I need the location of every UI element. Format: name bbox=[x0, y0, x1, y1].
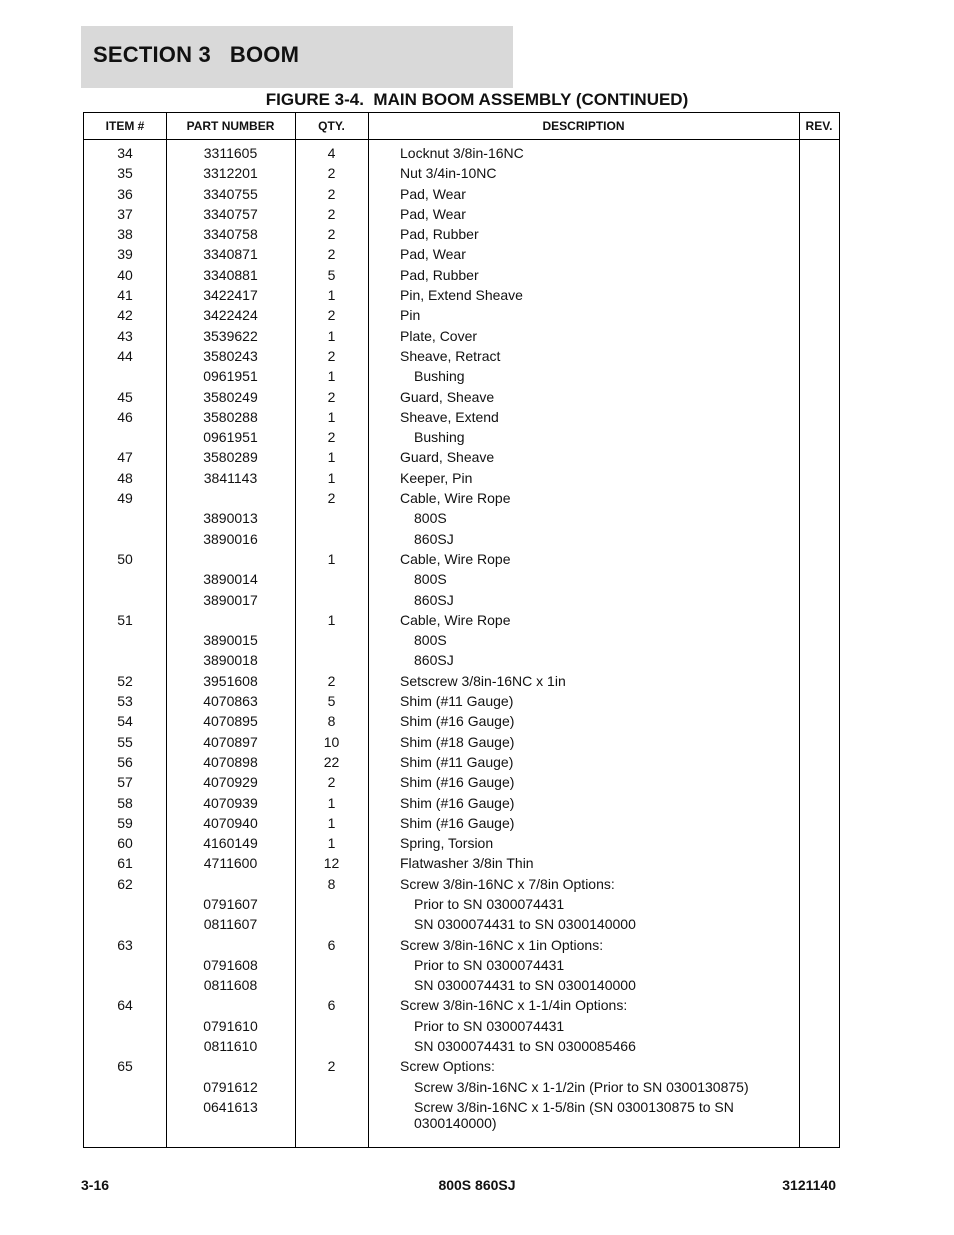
item-number-cell: 45 bbox=[117, 388, 133, 405]
description-cell: Pad, Wear bbox=[400, 205, 466, 222]
description-cell: Sheave, Extend bbox=[400, 408, 499, 425]
description-cell: Locknut 3/8in-16NC bbox=[400, 145, 524, 161]
table-row bbox=[84, 204, 839, 224]
item-number-cell: 53 bbox=[117, 693, 133, 710]
table-row bbox=[84, 732, 839, 752]
item-number-cell: 61 bbox=[117, 855, 133, 872]
description-cell: Sheave, Retract bbox=[400, 347, 501, 364]
description-cell: Pad, Rubber bbox=[400, 226, 479, 243]
table-row bbox=[84, 366, 839, 386]
table-row bbox=[84, 671, 839, 691]
part-number-cell: 3312201 bbox=[203, 165, 258, 182]
part-number-cell: 4070929 bbox=[203, 774, 258, 791]
item-number-cell: 57 bbox=[117, 774, 133, 791]
quantity-cell: 2 bbox=[327, 226, 336, 243]
table-row bbox=[84, 590, 839, 610]
table-row bbox=[84, 265, 839, 285]
description-cell: Shim (#11 Gauge) bbox=[400, 753, 514, 770]
header-divider bbox=[84, 139, 839, 140]
part-number-cell: 3422424 bbox=[203, 307, 258, 324]
part-number-cell: 4711600 bbox=[203, 855, 258, 872]
description-cell: Screw 3/8in-16NC x 1-1/2in (Prior to SN 0300130875) bbox=[414, 1078, 749, 1095]
item-number-cell: 40 bbox=[117, 266, 133, 283]
table-row bbox=[84, 569, 839, 589]
part-number-cell: 4070940 bbox=[203, 814, 258, 831]
description-cell: Bushing bbox=[414, 429, 465, 446]
table-row bbox=[84, 488, 839, 508]
part-number-cell: 3580243 bbox=[203, 347, 258, 364]
description-cell: Shim (#16 Gauge) bbox=[400, 794, 515, 811]
part-number-cell: 3580288 bbox=[203, 408, 258, 425]
table-row bbox=[84, 244, 839, 264]
description-cell: SN 0300074431 to SN 0300085466 bbox=[414, 1038, 636, 1055]
table-row bbox=[84, 224, 839, 244]
table-row bbox=[84, 995, 839, 1015]
table-row bbox=[84, 305, 839, 325]
quantity-cell: 22 bbox=[323, 753, 340, 770]
item-number-cell: 36 bbox=[117, 185, 133, 202]
description-cell: Prior to SN 0300074431 bbox=[414, 1017, 565, 1034]
figure-title: FIGURE 3-4. MAIN BOOM ASSEMBLY (CONTINUED) bbox=[265, 90, 689, 109]
quantity-cell: 1 bbox=[327, 814, 336, 831]
part-number-cell: 0791608 bbox=[203, 956, 258, 973]
quantity-cell: 1 bbox=[327, 469, 336, 486]
description-cell: Bushing bbox=[414, 368, 465, 385]
footer-doc-number: 3121140 bbox=[782, 1177, 836, 1193]
part-number-cell: 4070895 bbox=[203, 713, 258, 730]
table-row bbox=[84, 610, 839, 630]
part-number-cell: 3890015 bbox=[203, 632, 258, 649]
item-number-cell: 54 bbox=[117, 713, 133, 730]
quantity-cell: 4 bbox=[327, 145, 336, 161]
description-cell: SN 0300074431 to SN 0300140000 bbox=[414, 977, 636, 994]
item-number-cell: 49 bbox=[117, 490, 133, 507]
quantity-cell: 2 bbox=[327, 205, 336, 222]
part-number-cell: 0641613 bbox=[203, 1098, 258, 1115]
table-row bbox=[84, 163, 839, 183]
item-number-cell: 38 bbox=[117, 226, 133, 243]
part-number-cell: 3422417 bbox=[203, 287, 258, 304]
item-number-cell: 37 bbox=[117, 205, 133, 222]
table-row bbox=[84, 975, 839, 995]
quantity-cell: 1 bbox=[327, 287, 336, 304]
description-cell: Pad, Wear bbox=[400, 185, 466, 202]
part-number-cell: 3340757 bbox=[203, 205, 258, 222]
part-number-cell: 0811607 bbox=[203, 916, 258, 933]
part-number-cell: 4160149 bbox=[203, 835, 258, 852]
table-row bbox=[84, 874, 839, 894]
description-cell: Cable, Wire Rope bbox=[400, 611, 511, 628]
table-row bbox=[84, 529, 839, 549]
item-number-cell: 44 bbox=[117, 347, 133, 364]
quantity-cell: 1 bbox=[327, 550, 336, 567]
item-number-cell: 55 bbox=[117, 733, 133, 750]
description-cell: 860SJ bbox=[414, 591, 454, 608]
table-row bbox=[84, 650, 839, 670]
table-row bbox=[84, 752, 839, 772]
table-row bbox=[84, 1056, 839, 1076]
part-number-cell: 3890017 bbox=[203, 591, 258, 608]
quantity-cell: 2 bbox=[327, 490, 336, 507]
description-cell: Plate, Cover bbox=[400, 327, 478, 344]
part-number-cell: 4070897 bbox=[203, 733, 258, 750]
table-row bbox=[84, 691, 839, 711]
table-row bbox=[84, 935, 839, 955]
item-number-cell: 39 bbox=[117, 246, 133, 263]
part-number-cell: 0791612 bbox=[203, 1078, 258, 1095]
description-cell: Screw Options: bbox=[400, 1058, 495, 1075]
part-number-cell: 3311605 bbox=[203, 145, 258, 161]
part-number-cell: 0791607 bbox=[203, 895, 258, 912]
part-number-cell: 0811608 bbox=[203, 977, 258, 994]
description-cell: Shim (#16 Gauge) bbox=[400, 774, 515, 791]
footer-model: 800S 860SJ bbox=[438, 1177, 516, 1193]
item-number-cell: 47 bbox=[117, 449, 133, 466]
quantity-cell: 1 bbox=[327, 449, 336, 466]
table-row bbox=[84, 894, 839, 914]
quantity-cell: 8 bbox=[327, 875, 336, 892]
quantity-cell: 5 bbox=[327, 266, 336, 283]
table-row bbox=[84, 772, 839, 792]
table-body bbox=[84, 143, 839, 1133]
table-row bbox=[84, 468, 839, 488]
description-cell: Screw 3/8in-16NC x 1-5/8in (SN 0300130875 to SN 0300140000) bbox=[414, 1098, 734, 1131]
item-number-cell: 42 bbox=[117, 307, 133, 324]
description-cell: Pad, Rubber bbox=[400, 266, 479, 283]
quantity-cell: 2 bbox=[327, 246, 336, 263]
item-number-cell: 52 bbox=[117, 672, 133, 689]
description-cell: Prior to SN 0300074431 bbox=[414, 956, 565, 973]
quantity-cell: 2 bbox=[327, 774, 336, 791]
item-number-cell: 46 bbox=[117, 408, 133, 425]
footer-page-number: 3-16 bbox=[81, 1177, 110, 1193]
part-number-cell: 0811610 bbox=[203, 1038, 258, 1055]
quantity-cell: 6 bbox=[327, 936, 336, 953]
quantity-cell: 1 bbox=[327, 327, 336, 344]
item-number-cell: 41 bbox=[117, 287, 133, 304]
table-row bbox=[84, 1016, 839, 1036]
description-cell: 800S bbox=[414, 571, 447, 588]
quantity-cell: 6 bbox=[327, 997, 336, 1014]
description-cell: 800S bbox=[414, 632, 447, 649]
part-number-cell: 3841143 bbox=[203, 469, 258, 486]
part-number-cell: 3890018 bbox=[203, 652, 258, 669]
part-number-cell: 3580249 bbox=[203, 388, 258, 405]
header-item: ITEM # bbox=[105, 119, 145, 133]
item-number-cell: 48 bbox=[117, 469, 133, 486]
quantity-cell: 2 bbox=[327, 165, 336, 182]
table-row bbox=[84, 955, 839, 975]
part-number-cell: 3340755 bbox=[203, 185, 258, 202]
quantity-cell: 2 bbox=[327, 388, 336, 405]
quantity-cell: 2 bbox=[327, 1058, 336, 1075]
description-cell: Guard, Sheave bbox=[400, 388, 495, 405]
header-rev: REV. bbox=[805, 119, 833, 133]
part-number-cell: 4070863 bbox=[203, 693, 258, 710]
description-cell: Screw 3/8in-16NC x 1-1/4in Options: bbox=[400, 997, 628, 1014]
table-row bbox=[84, 427, 839, 447]
part-number-cell: 3890014 bbox=[203, 571, 258, 588]
description-cell: Guard, Sheave bbox=[400, 449, 495, 466]
quantity-cell: 5 bbox=[327, 693, 336, 710]
description-cell: Setscrew 3/8in-16NC x 1in bbox=[400, 672, 566, 689]
item-number-cell: 64 bbox=[117, 997, 133, 1014]
table-row bbox=[84, 813, 839, 833]
table-row bbox=[84, 630, 839, 650]
description-cell: Shim (#18 Gauge) bbox=[400, 733, 515, 750]
table-row bbox=[84, 1097, 839, 1133]
item-number-cell: 59 bbox=[117, 814, 133, 831]
description-cell: Prior to SN 0300074431 bbox=[414, 895, 565, 912]
part-number-cell: 3890016 bbox=[203, 530, 258, 547]
quantity-cell: 10 bbox=[323, 733, 340, 750]
item-number-cell: 34 bbox=[117, 145, 133, 161]
item-number-cell: 43 bbox=[117, 327, 133, 344]
table-row bbox=[84, 793, 839, 813]
quantity-cell: 2 bbox=[327, 672, 336, 689]
description-cell: Pin, Extend Sheave bbox=[400, 287, 523, 304]
part-number-cell: 3340871 bbox=[203, 246, 258, 263]
header-qty: QTY. bbox=[318, 119, 345, 133]
description-cell: 860SJ bbox=[414, 530, 454, 547]
description-cell: 860SJ bbox=[414, 652, 454, 669]
description-cell: Keeper, Pin bbox=[400, 469, 473, 486]
quantity-cell: 8 bbox=[327, 713, 336, 730]
description-cell: Shim (#11 Gauge) bbox=[400, 693, 514, 710]
part-number-cell: 3340881 bbox=[203, 266, 258, 283]
table-row bbox=[84, 143, 839, 163]
quantity-cell: 1 bbox=[327, 794, 336, 811]
part-number-cell: 3580289 bbox=[203, 449, 258, 466]
part-number-cell: 4070898 bbox=[203, 753, 258, 770]
section-header bbox=[81, 26, 513, 88]
table-row bbox=[84, 1036, 839, 1056]
description-cell: Cable, Wire Rope bbox=[400, 490, 511, 507]
part-number-cell: 3340758 bbox=[203, 226, 258, 243]
description-cell: Pad, Wear bbox=[400, 246, 466, 263]
part-number-cell: 3539622 bbox=[203, 327, 258, 344]
table-row bbox=[84, 346, 839, 366]
quantity-cell: 2 bbox=[327, 307, 336, 324]
table-row bbox=[84, 387, 839, 407]
table-row bbox=[84, 326, 839, 346]
table-row bbox=[84, 549, 839, 569]
table-row bbox=[84, 711, 839, 731]
quantity-cell: 12 bbox=[323, 855, 340, 872]
description-cell: SN 0300074431 to SN 0300140000 bbox=[414, 916, 636, 933]
item-number-cell: 65 bbox=[117, 1058, 133, 1075]
description-cell: 800S bbox=[414, 510, 447, 527]
description-cell: Screw 3/8in-16NC x 7/8in Options: bbox=[400, 875, 615, 892]
part-number-cell: 0961951 bbox=[203, 368, 258, 385]
table-row bbox=[84, 407, 839, 427]
description-cell: Pin bbox=[400, 307, 421, 324]
quantity-cell: 1 bbox=[327, 408, 336, 425]
part-number-cell: 3890013 bbox=[203, 510, 258, 527]
header-part-number: PART NUMBER bbox=[186, 119, 275, 133]
table-row bbox=[84, 833, 839, 853]
header-description: DESCRIPTION bbox=[542, 119, 625, 133]
quantity-cell: 2 bbox=[327, 347, 336, 364]
description-cell: Shim (#16 Gauge) bbox=[400, 814, 515, 831]
description-cell: Flatwasher 3/8in Thin bbox=[400, 855, 534, 872]
item-number-cell: 62 bbox=[117, 875, 133, 892]
part-number-cell: 0961951 bbox=[203, 429, 258, 446]
table-row bbox=[84, 447, 839, 467]
part-number-cell: 0791610 bbox=[203, 1017, 258, 1034]
description-cell: Spring, Torsion bbox=[400, 835, 494, 852]
table-row bbox=[84, 508, 839, 528]
item-number-cell: 58 bbox=[117, 794, 133, 811]
quantity-cell: 1 bbox=[327, 835, 336, 852]
item-number-cell: 60 bbox=[117, 835, 133, 852]
item-number-cell: 35 bbox=[117, 165, 133, 182]
table-row bbox=[84, 184, 839, 204]
part-number-cell: 3951608 bbox=[203, 672, 258, 689]
table-row bbox=[84, 285, 839, 305]
item-number-cell: 56 bbox=[117, 753, 133, 770]
table-row bbox=[84, 914, 839, 934]
description-cell: Nut 3/4in-10NC bbox=[400, 165, 497, 182]
item-number-cell: 51 bbox=[117, 611, 133, 628]
description-cell: Shim (#16 Gauge) bbox=[400, 713, 515, 730]
quantity-cell: 2 bbox=[327, 429, 336, 446]
table-row bbox=[84, 853, 839, 873]
part-number-cell: 4070939 bbox=[203, 794, 258, 811]
section-title: SECTION 3 BOOM bbox=[93, 42, 300, 67]
quantity-cell: 2 bbox=[327, 185, 336, 202]
parts-table bbox=[83, 112, 840, 1148]
description-cell: Cable, Wire Rope bbox=[400, 550, 511, 567]
description-cell: Screw 3/8in-16NC x 1in Options: bbox=[400, 936, 604, 953]
item-number-cell: 50 bbox=[117, 550, 133, 567]
item-number-cell: 63 bbox=[117, 936, 133, 953]
quantity-cell: 1 bbox=[327, 611, 336, 628]
table-row bbox=[84, 1077, 839, 1097]
quantity-cell: 1 bbox=[327, 368, 336, 385]
